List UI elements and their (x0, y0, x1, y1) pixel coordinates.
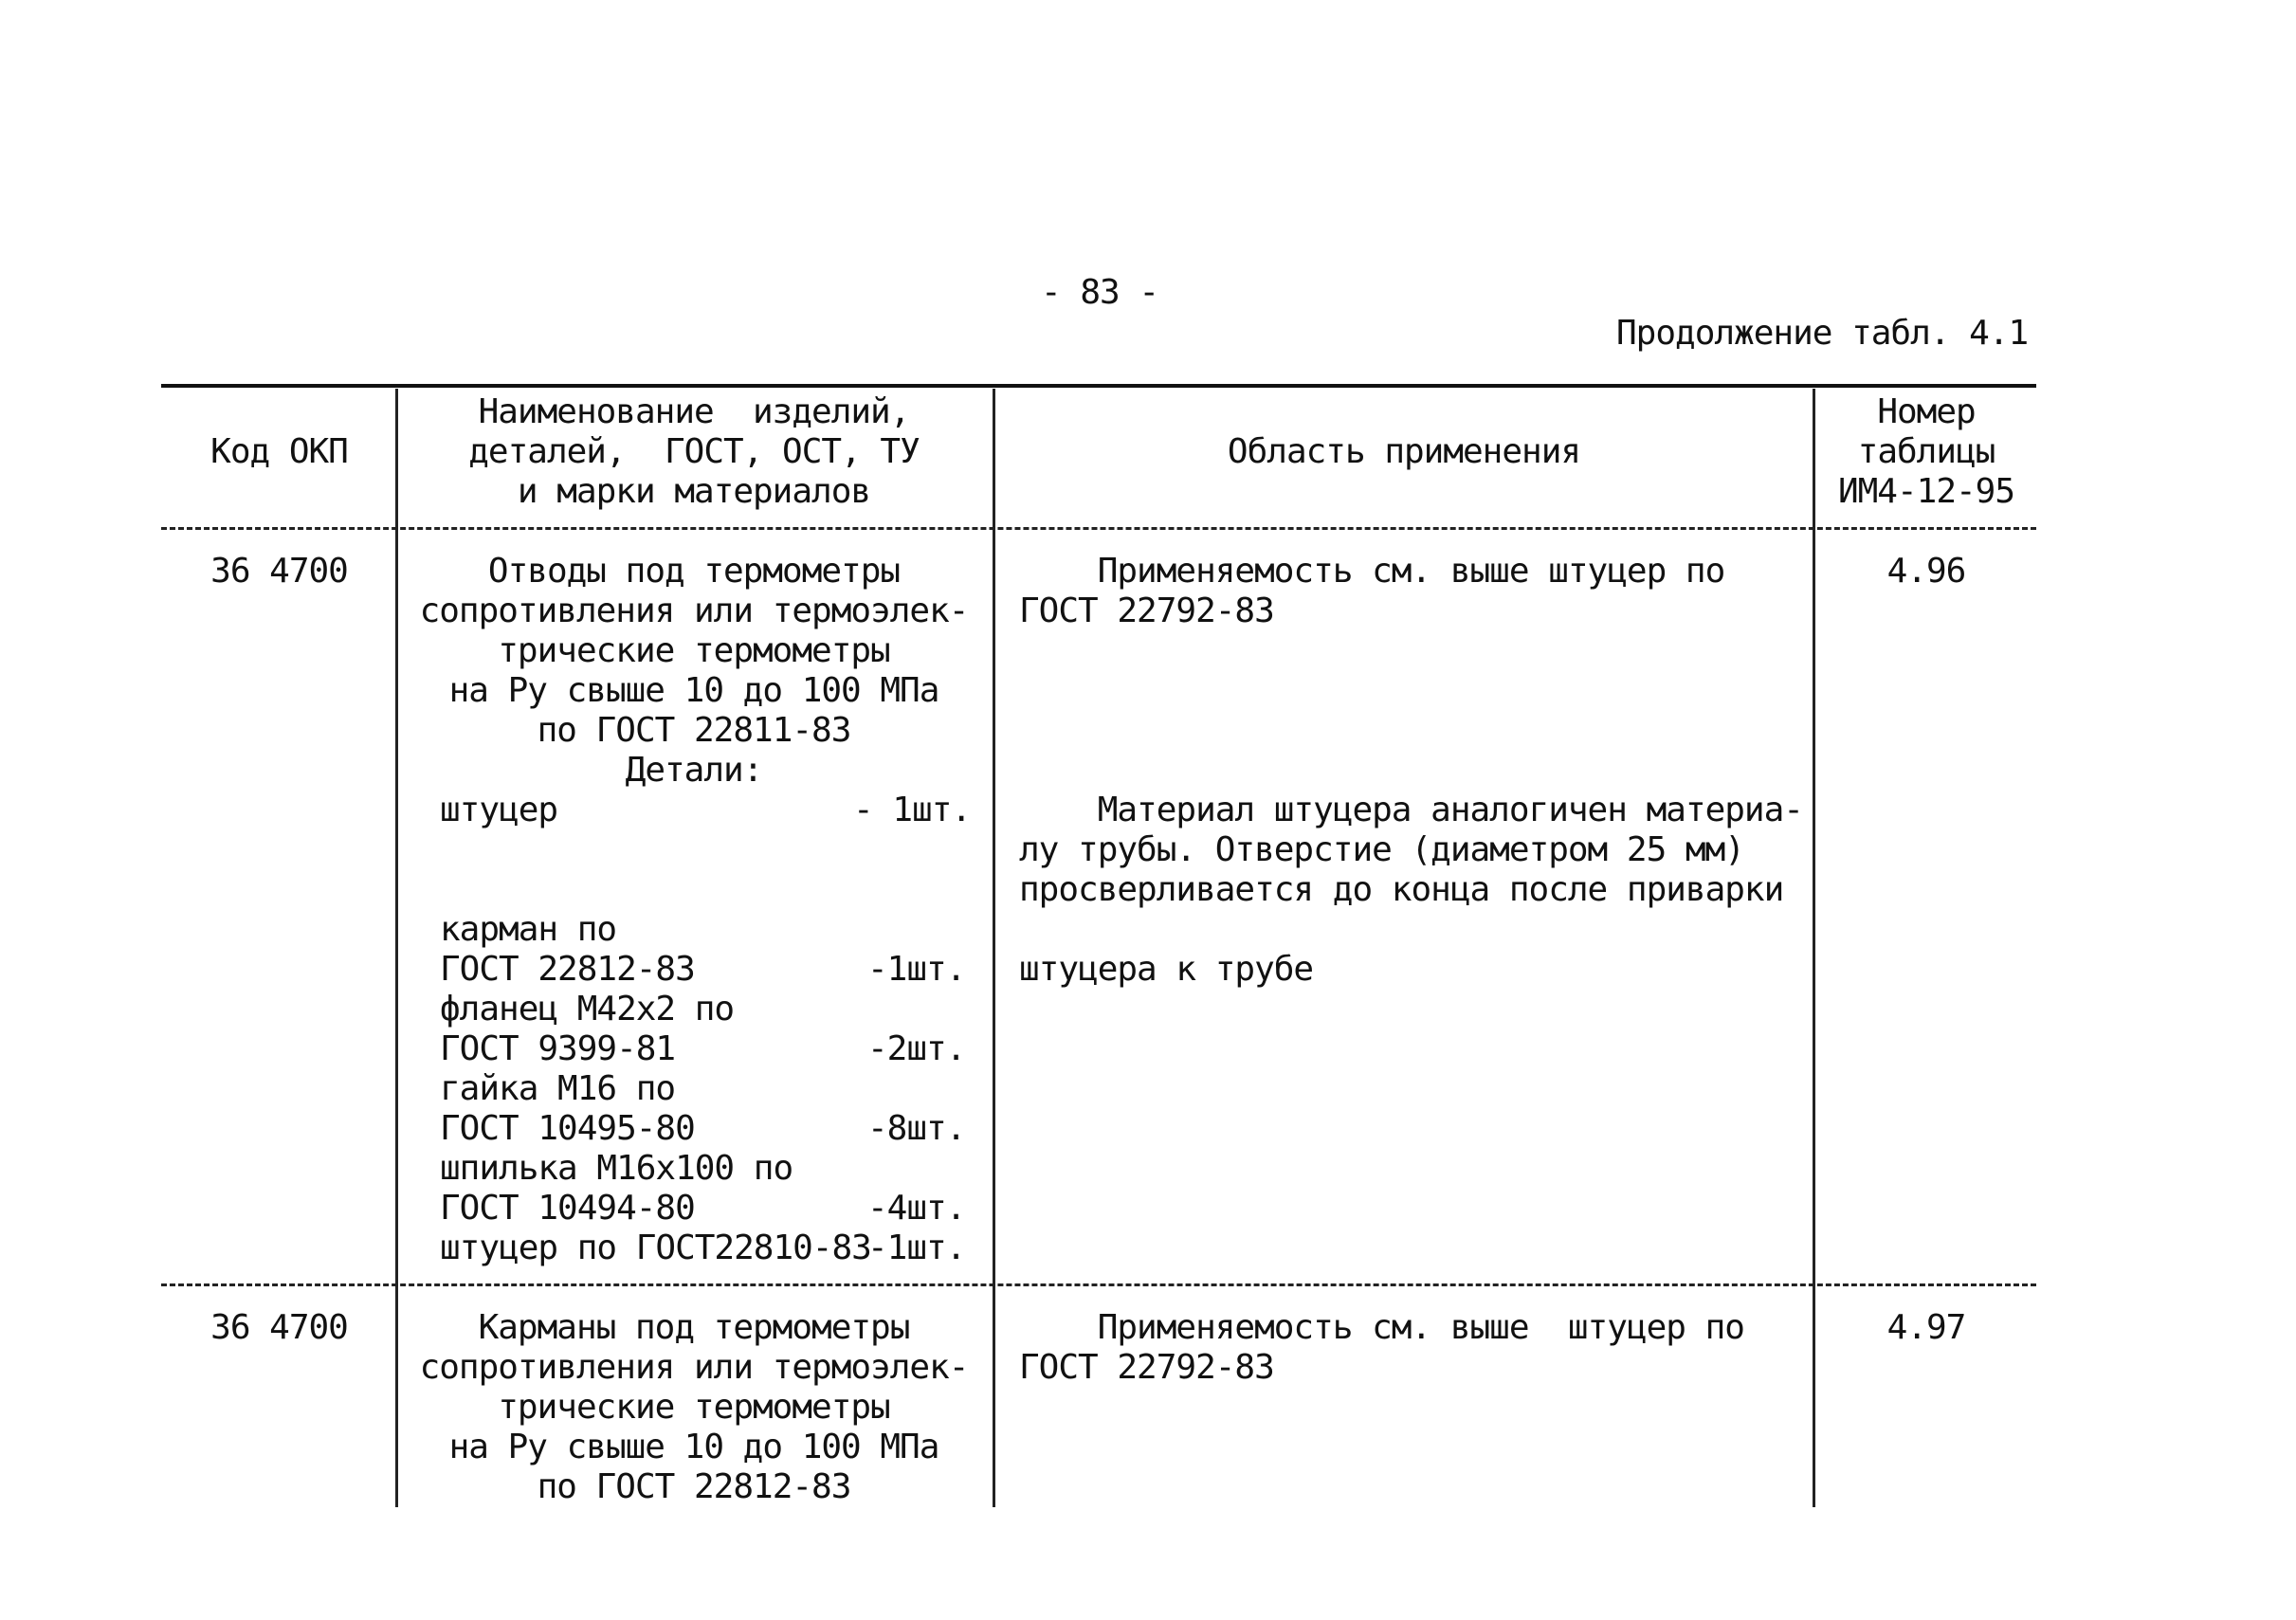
table-top-rule (161, 384, 2036, 388)
part-name: штуцер (440, 791, 558, 829)
part-qty: -1шт. (867, 950, 966, 989)
row-2-area-line: Применяемость см. выше штуцер по (1019, 1308, 1744, 1347)
row-separator (161, 1283, 2036, 1286)
row-1-note-line: просверливается до конца после приварки (1019, 870, 1784, 909)
header-separator (161, 527, 2036, 530)
header-area: Область применения (1227, 432, 1581, 471)
part-name: ГОСТ 10495-80 (440, 1109, 695, 1148)
row-1-name-line: Отводы под термометры (487, 552, 901, 591)
row-1-note-end: штуцера к трубе (1019, 950, 1314, 989)
row-1-code: 36 4700 (210, 552, 348, 591)
header-table-no-line-3: ИМ4-12-95 (1837, 472, 2015, 511)
column-divider-1 (395, 389, 398, 1507)
row-2-name-line: трические термометры (498, 1388, 890, 1427)
row-2-code: 36 4700 (210, 1308, 348, 1347)
row-1-note-line: Материал штуцера аналогичен материа- (1019, 791, 1803, 829)
row-2-name-line: Карманы под термометры (478, 1308, 910, 1347)
part-name: ГОСТ 10494-80 (440, 1189, 695, 1228)
part-name: штуцер по ГОСТ22810-83 (440, 1229, 871, 1267)
row-2-area-line: ГОСТ 22792-83 (1019, 1348, 1274, 1387)
column-divider-3 (1813, 389, 1815, 1507)
part-qty: - 1шт. (853, 791, 972, 829)
row-1-name-line: по ГОСТ 22811-83 (537, 711, 851, 750)
header-table-no-line-1: Номер (1877, 392, 1976, 431)
part-name: ГОСТ 9399-81 (440, 1029, 676, 1068)
row-1-name-line: трические термометры (498, 631, 890, 670)
part-qty: -8шт. (867, 1109, 966, 1148)
row-1-name-line: сопротивления или термоэлек- (419, 592, 969, 630)
header-code: Код ОКП (210, 432, 348, 471)
continuation-caption: Продолжение табл. 4.1 (1616, 314, 2029, 353)
header-name-line-1: Наименование изделий, (478, 392, 910, 431)
row-1-details-label: Детали: (625, 751, 763, 790)
header-name-line-3: и марки материалов (517, 472, 871, 511)
part-name: ГОСТ 22812-83 (440, 950, 695, 989)
part-name: шпилька М16х100 по (440, 1149, 793, 1188)
row-1-area-line: Применяемость см. выше штуцер по (1019, 552, 1725, 591)
header-table-no-line-2: таблицы (1857, 432, 1995, 471)
row-2-name-line: сопротивления или термоэлек- (419, 1348, 969, 1387)
row-1-area-line: ГОСТ 22792-83 (1019, 592, 1274, 630)
row-1-note-line: лу трубы. Отверстие (диаметром 25 мм) (1019, 830, 1744, 869)
part-name: гайка М16 по (440, 1069, 676, 1108)
part-name: фланец М42х2 по (440, 990, 735, 1028)
row-2-name-line: по ГОСТ 22812-83 (537, 1467, 851, 1506)
part-qty: -2шт. (867, 1029, 966, 1068)
row-1-name-line: на Ру свыше 10 до 100 МПа (448, 671, 939, 710)
part-qty: -1шт. (867, 1229, 966, 1267)
row-2-name-line: на Ру свыше 10 до 100 МПа (448, 1428, 939, 1466)
column-divider-2 (993, 389, 995, 1507)
row-2-table-number: 4.97 (1886, 1308, 1966, 1347)
part-name: карман по (440, 910, 617, 949)
page-number: - 83 - (1040, 273, 1159, 312)
header-name-line-2: деталей, ГОСТ, ОСТ, ТУ (468, 432, 920, 471)
part-qty: -4шт. (867, 1189, 966, 1228)
row-1-table-number: 4.96 (1886, 552, 1966, 591)
